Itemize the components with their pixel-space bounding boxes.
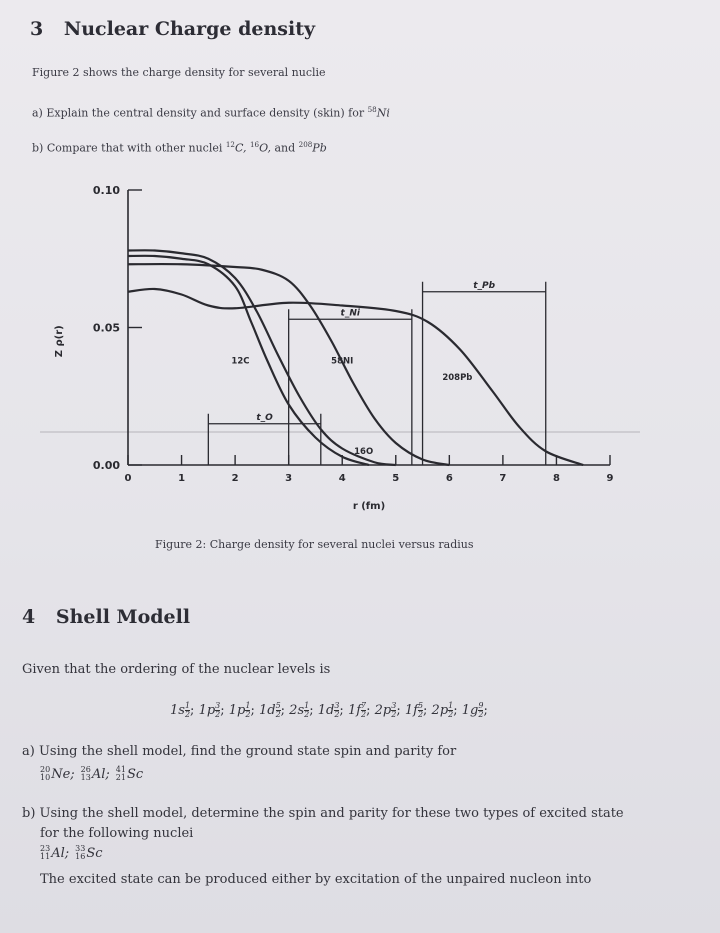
nuclear-level: 2p $\frac{1}{2}$ — [431, 701, 454, 719]
x-tick-label: 4 — [338, 473, 346, 484]
figure-caption: Figure 2: Charge density for several nuclei versus radius — [155, 538, 474, 551]
s4-question-b-line-1: Using the shell model, determine the spin and parity for these two types of excited state — [39, 806, 624, 821]
section-3-title: Nuclear Charge density — [63, 18, 316, 40]
question-b-label: b) — [32, 141, 44, 155]
nucleus-3-mass: 208 — [298, 140, 313, 149]
skin-label-nickel: t_Ni — [340, 308, 360, 319]
y-tick-label: 0.05 — [92, 321, 120, 335]
nuclear-level: 1g $\frac{9}{2}$ — [461, 701, 484, 719]
section-4-number: 4 — [22, 606, 36, 628]
skin-label-lead: t_Pb — [473, 280, 496, 291]
nucleus-1-mass: 12 — [225, 140, 235, 149]
x-tick-label: 5 — [392, 473, 400, 484]
section-4-heading — [22, 606, 190, 628]
curve-label-58ni: 58NI — [331, 356, 354, 367]
section-4-intro: Given that the ordering of the nuclear levels is — [22, 662, 331, 677]
series-line-16O — [128, 250, 396, 465]
skin-label-oxygen: t_O — [256, 412, 273, 423]
x-tick-label: 7 — [499, 473, 507, 484]
x-tick-label: 6 — [445, 473, 453, 484]
nuclear-level: 1p $\frac{3}{2}$ — [198, 701, 221, 719]
section-4-question-b — [22, 806, 624, 821]
nuclear-level: 2s $\frac{1}{2}$ — [289, 701, 310, 719]
x-axis-label: r (fm) — [352, 501, 386, 512]
section-3-heading — [30, 18, 315, 40]
question-a-label: a) — [32, 106, 43, 120]
curve-label-12c: 12C — [231, 356, 250, 367]
x-tick-label: 2 — [231, 473, 239, 484]
x-tick-label: 8 — [552, 473, 560, 484]
y-tick-label: 0.00 — [92, 459, 120, 472]
y-axis-label: Z ρ(r) — [54, 325, 65, 358]
nucleus-notation: 41 21 Sc — [115, 765, 144, 782]
question-b-text: Compare that with other nuclei — [46, 141, 223, 155]
section-3-question-a — [32, 105, 390, 120]
x-tick-label: 1 — [178, 473, 186, 484]
s4-question-b-line-3: The excited state can be produced either by excitation of the unpaired nucleon into — [40, 872, 592, 887]
section-3-question-b — [32, 140, 327, 155]
s4-question-b-line-2: for the following nuclei — [40, 826, 194, 841]
nucleus-2-mass: 16 — [250, 140, 260, 149]
s4-question-a-label: a) — [22, 744, 35, 759]
question-a-mass: 58 — [367, 105, 377, 114]
nucleus-notation: 23 11 Al; — [40, 844, 70, 861]
nucleus-notation: 20 10 Ne; — [40, 765, 75, 782]
x-tick-label: 0 — [124, 473, 132, 484]
nucleus-3-symbol: Pb — [312, 141, 327, 155]
question-a-symbol: Ni — [376, 106, 390, 120]
nuclear-level: 2p $\frac{3}{2}$ — [374, 701, 397, 719]
s4-question-b-label: b) — [22, 806, 36, 821]
nuclear-level: 1s $\frac{1}{2}$ — [170, 701, 191, 719]
nuclear-level: 1d $\frac{3}{2}$ — [317, 701, 340, 719]
question-b-and: and — [274, 141, 296, 155]
x-tick-label: 3 — [285, 473, 293, 484]
level-ordering: 1s $\frac{1}{2}$ ; 1p $\frac{3}{2}$ ; 1p $\frac{1}{2}$ ; 1d $\frac{5}{2}$ ; 2s $\frac{1}{2}$ ; 1d $\frac{3}{2}$ ; 1f $\frac{7}{2}$ ; 2p $\frac{3}{2}$ ; 1f $\frac{5}{2}$ ; 2p $\frac{1}{2}$ ; 1g $\frac{9}{2}$ ; — [170, 701, 488, 719]
y-tick-label: 0.10 — [92, 184, 120, 197]
curve-label-208pb: 208Pb — [442, 372, 473, 383]
nuclear-level: 1d $\frac{5}{2}$ — [258, 701, 281, 719]
charge-density-chart — [40, 175, 640, 535]
question-a-text: Explain the central density and surface density (skin) for — [46, 106, 365, 120]
nuclear-level: 1f $\frac{5}{2}$ — [404, 701, 424, 719]
nucleus-2-symbol: O, — [259, 141, 271, 155]
nuclear-level: 1p $\frac{1}{2}$ — [228, 701, 251, 719]
nucleus-1-symbol: C, — [234, 141, 247, 155]
section-3-number: 3 — [30, 18, 44, 40]
nucleus-notation: 33 16 Sc — [75, 844, 103, 861]
curve-label-16o: 16O — [354, 447, 374, 457]
question-b-nuclei — [40, 845, 109, 861]
s4-question-a-text: Using the shell model, find the ground state spin and parity for — [38, 744, 457, 759]
section-3-intro: Figure 2 shows the charge density for several nuclie — [32, 66, 326, 79]
section-4-title: Shell Modell — [55, 606, 191, 628]
question-a-nuclei — [40, 766, 149, 782]
nuclear-level: 1f $\frac{7}{2}$ — [347, 701, 367, 719]
section-4-question-a — [22, 744, 456, 759]
nucleus-notation: 26 13 Al; — [80, 765, 110, 782]
x-tick-label: 9 — [606, 473, 614, 484]
